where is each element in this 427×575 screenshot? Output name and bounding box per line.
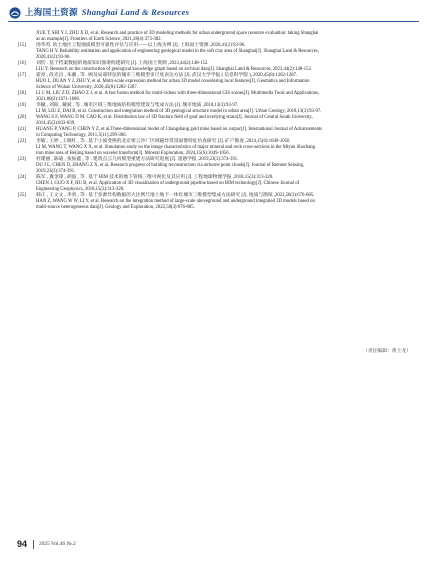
reference-text-line: HAN Z, WANG W W, LI Y, et al. Research on the integration method of large-scale aboveground and underground integrated 3D models based on	[36, 199, 315, 204]
journal-title	[25, 6, 189, 18]
page-footer	[0, 536, 427, 556]
journal-title-cn: 上海国土资源	[25, 8, 78, 18]
reference-text-line: 2014,45(3):833-839.	[36, 121, 76, 126]
reference-text-line: 霍亮 , 段克昌 , 朱湘 , 等 . 顾及局部特征的城市三维模型多尺度表达方法 [J]. 武汉大学学报 ( 信息科学版 ), 2020,45(8):1282-1287.	[36, 73, 298, 78]
reference-text-line: 陈军 , 冀金锋 , 胡波 , 等 . 基于 BIM 技术的地下管线三维可视化及其应用 [J]. 工程地球物理学报 ,2018,15(3):313-320.	[36, 175, 274, 180]
reference-text-line: CHEN J, GUO X F, HU B, et al. Application of 3D visualization of underground pipeline based on BIM technology[J]. Chinese Journal of	[36, 181, 300, 186]
reference-text-line: DU J L, CHEN D, ZHANG Z X, et al. Research progress of building reconstruction via airborne point clouds[J]. Journal of Remote Sensing,	[36, 163, 305, 168]
reference-text-line: as an example[J]. Frontiers of Earth Science, 2021,28(4):373-382.	[36, 37, 162, 42]
reference-text-line: LI C M, LIU Z D, ZHAO Z J, et al. A fast fusion method for multi-videos with three-dimensional GIS scenes[J]. Multimedia Tools and Applications,	[36, 91, 320, 96]
reference-text-line: iron mine area of Beijing based on wavelet transform[J]. Mineral Exploration, 2024,15(6):1049-1056.	[36, 151, 230, 156]
reference-text-line: in Computing Technology, 2011,3(11):299-306.	[36, 133, 127, 138]
reference-text-line: HUANG P, YANG P, CHEN Y Z, et al.Three-dimensional model of Changshang gold mine based on surpac[J]. International Journal of Advancements	[36, 127, 323, 132]
reference-text-line: multi-source heterogeneous data[J]. Geology and Exploration, 2022,58(3):676-685.	[36, 205, 195, 210]
reference-text-line: 杜瑾丽 , 陈迪 , 张振鑫 , 等 . 建筑点云几何模型重建方法研究进展 [J]. 遥感学报 ,2019,23(3):374-391.	[36, 157, 239, 162]
reference-number: [21]	[18, 127, 26, 132]
reference-item	[18, 139, 416, 157]
reference-item	[18, 115, 416, 127]
reference-text-line: Science of Wuhan University, 2020,45(8):1282-1287.	[36, 85, 138, 90]
reference-item	[18, 43, 416, 61]
reference-item	[18, 91, 416, 103]
reference-text-line: 2020,41(2):93-96.	[36, 55, 71, 60]
reference-number: [16]	[18, 61, 26, 66]
reference-item	[18, 103, 416, 115]
reference-text-line: WANG S F, WANG D M, CAO K, et al. Distribution law of 3D fracture field of goaf and overlying strata[J]. Journal of Central South University,	[36, 115, 313, 120]
header-divider	[8, 21, 419, 22]
reference-number: [24]	[18, 175, 26, 180]
reference-text-line: 汤华英. 软土地区工程地质模型可靠性评估与应用——以上海为例 [J]. 上海国土资源 ,2020,41(2):93-96.	[36, 43, 246, 48]
editor-note: （责任编辑：黄士龙）	[363, 349, 411, 354]
reference-text-line: 韩正 , 王文文 , 李勇 , 等 . 基于多源异构数据的大比例尺地上地下一体化城市三维模型集成方法研究 [J]. 地质与勘探 ,2022,58(3):676-685.	[36, 193, 315, 198]
reference-text-line: TANG H Y. Reliability estimation and application of engineering geological model in the soft clay area of Shanghai[J]. Shanghai Land & Resources,	[36, 49, 319, 54]
reference-list	[18, 31, 416, 211]
journal-logo-icon	[9, 6, 21, 18]
reference-number: [25]	[18, 193, 26, 198]
reference-number: [18]	[18, 91, 26, 96]
reference-text-line: 李毓 , 刘阳 , 戴斌 , 等 . 城市区域三维地质结构模型建设与集成方法 [J]. 城市地质 ,2018,13(3):93-97.	[36, 103, 239, 108]
page-number: 94	[17, 539, 28, 549]
reference-item	[18, 193, 416, 211]
reference-item	[18, 73, 416, 91]
reference-text-line: 刘钧 . 基于档案数据的地质知识图谱构建研究 [J]. 上海国土资源 ,2023,44(2):148-152.	[36, 61, 209, 66]
reference-number: [20]	[18, 115, 26, 120]
reference-number: [22]	[18, 139, 26, 144]
issue-info: 2025 Vol.46 №.2	[39, 541, 76, 547]
reference-item	[18, 127, 416, 139]
journal-title-en: Shanghai Land & Resources	[81, 7, 190, 17]
page-header	[0, 0, 427, 24]
reference-number: [15]	[18, 43, 26, 48]
reference-text-line: XUE T, SHI Y J, ZHU X D, et al. Research and practice of 3D modeling methods for urban underground space resource evaluation: taking Shanghai	[36, 31, 319, 36]
reference-text-line: LI M, WANG T, WANG X X, et al. Simulation study on the image characteristics of major mineral and rock cross-sections in the Miyun Shachang	[36, 145, 316, 150]
reference-text-line: LIU Y. Research on the construction of geological knowledge graph based on archival data[J]. Shanghai Land & Resources, 2023,44(2):148-152.	[36, 67, 313, 72]
reference-text-line: 李敏 , 王婷 , 王晓红 , 等 . 基于小波变换的北京密云沙厂区域磁异常剖面像特征仿真研究 [J]. 矿产勘查 ,2024,15(6):1049-1056.	[36, 139, 291, 144]
reference-text-line: HUO L, DUAN Y J, ZHU Y, et al. Multi-scale expression method for urban 3D model considering local features[J]. Geomatics and Information	[36, 79, 310, 84]
reference-item	[18, 175, 416, 193]
reference-number: [19]	[18, 103, 26, 108]
reference-text-line: LI M, LIU Z, DAI B, et al. Construction and integration method of 3D geological structure model in urban area[J]. Urban Geology, 2018,13(3):93-97.	[36, 109, 322, 114]
reference-number: [17]	[18, 73, 26, 78]
reference-item	[18, 61, 416, 73]
reference-number: [23]	[18, 157, 26, 162]
reference-item	[36, 31, 416, 43]
reference-text-line: 2021,80(2):1671-1686.	[36, 97, 81, 102]
reference-text-line: 2019,23(3):374-391.	[36, 169, 76, 174]
reference-text-line: Engineering Geophysics, 2018,15(3):313-320.	[36, 187, 125, 192]
reference-item	[18, 157, 416, 175]
footer-divider	[33, 540, 34, 549]
